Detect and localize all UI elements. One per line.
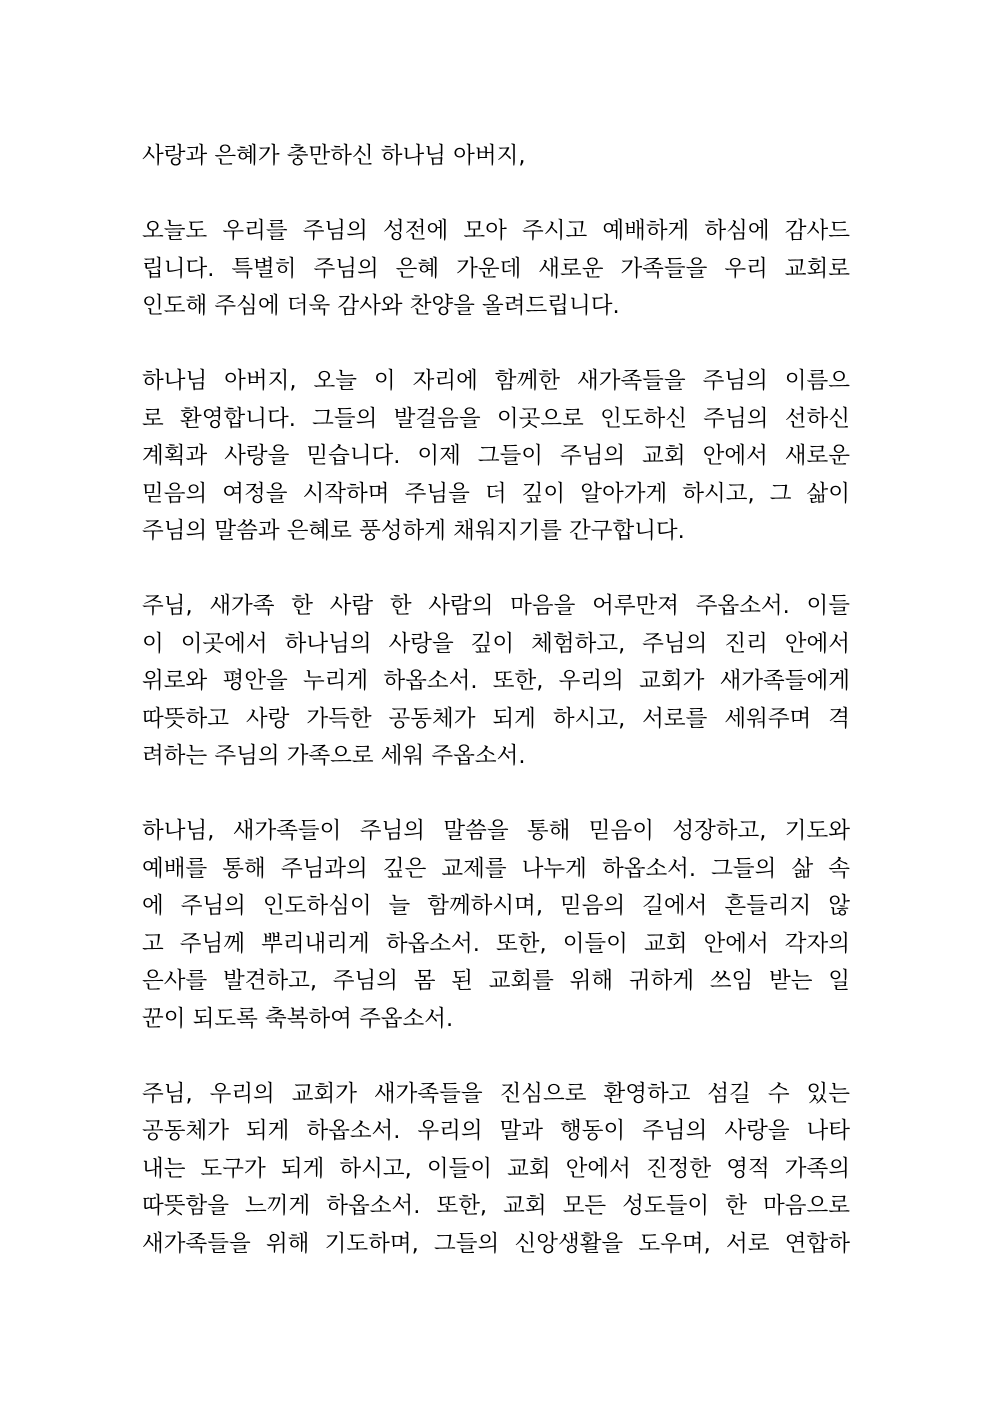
- text-line: 려하는 주님의 가족으로 세워 주옵소서.: [142, 743, 526, 769]
- paragraph-greeting: [142, 138, 850, 176]
- paragraph-growth: [142, 813, 850, 1038]
- paragraph-gap: [142, 551, 850, 589]
- text-line: 내는 도구가 되게 하시고, 이들이 교회 안에서 진정한 영적 가족의: [142, 1155, 850, 1182]
- text-line: 주님, 새가족 한 사람 한 사람의 마음을 어루만져 주옵소서. 이들: [142, 593, 850, 619]
- text-line: 이 이곳에서 하나님의 사랑을 깊이 체험하고, 주님의 진리 안에서: [142, 630, 850, 657]
- paragraph-welcome: [142, 363, 850, 551]
- paragraph-community: [142, 1076, 850, 1264]
- text-line: 꾼이 되도록 축복하여 주옵소서.: [142, 1005, 454, 1032]
- text-line: 인도해 주심에 더욱 감사와 찬양을 올려드립니다.: [142, 293, 620, 319]
- text-line: 계획과 사랑을 믿습니다. 이제 그들이 주님의 교회 안에서 새로운: [142, 443, 850, 469]
- text-line: 주님의 말씀과 은혜로 풍성하게 채워지기를 간구합니다.: [142, 518, 685, 544]
- text-line: 하나님 아버지, 오늘 이 자리에 함께한 새가족들을 주님의 이름으: [142, 368, 850, 394]
- text-line: 하나님, 새가족들이 주님의 말씀을 통해 믿음이 성장하고, 기도와: [142, 818, 850, 844]
- prayer-text: [142, 138, 850, 1263]
- text-line: 믿음의 여정을 시작하며 주님을 더 깊이 알아가게 하시고, 그 삶이: [142, 480, 850, 507]
- paragraph-gap: [142, 1038, 850, 1076]
- text-line: 에 주님의 인도하심이 늘 함께하시며, 믿음의 길에서 흔들리지 않: [142, 893, 850, 919]
- text-line: 사랑과 은혜가 충만하신 하나님 아버지,: [142, 143, 526, 169]
- paragraph-thanksgiving: [142, 213, 850, 326]
- text-line: 립니다. 특별히 주님의 은혜 가운데 새로운 가족들을 우리 교회로: [142, 255, 850, 282]
- text-line: 새가족들을 위해 기도하며, 그들의 신앙생활을 도우며, 서로 연합하: [142, 1230, 850, 1257]
- text-line: 주님, 우리의 교회가 새가족들을 진심으로 환영하고 섬길 수 있는: [142, 1080, 850, 1107]
- text-line: 은사를 발견하고, 주님의 몸 된 교회를 위해 귀하게 쓰임 받는 일: [142, 968, 850, 994]
- paragraph-gap: [142, 326, 850, 364]
- text-line: 공동체가 되게 하옵소서. 우리의 말과 행동이 주님의 사랑을 나타: [142, 1118, 850, 1144]
- text-line: 예배를 통해 주님과의 깊은 교제를 나누게 하옵소서. 그들의 삶 속: [142, 855, 850, 882]
- text-line: 고 주님께 뿌리내리게 하옵소서. 또한, 이들이 교회 안에서 각자의: [142, 930, 850, 957]
- text-line: 로 환영합니다. 그들의 발걸음을 이곳으로 인도하신 주님의 선하신: [142, 405, 850, 432]
- text-line: 위로와 평안을 누리게 하옵소서. 또한, 우리의 교회가 새가족들에게: [142, 668, 850, 694]
- text-line: 따뜻하고 사랑 가득한 공동체가 되게 하시고, 서로를 세워주며 격: [142, 705, 850, 732]
- paragraph-comfort: [142, 588, 850, 776]
- paragraph-gap: [142, 176, 850, 214]
- text-line: 따뜻함을 느끼게 하옵소서. 또한, 교회 모든 성도들이 한 마음으로: [142, 1193, 850, 1219]
- text-line: 오늘도 우리를 주님의 성전에 모아 주시고 예배하게 하심에 감사드: [142, 218, 850, 244]
- paragraph-gap: [142, 776, 850, 814]
